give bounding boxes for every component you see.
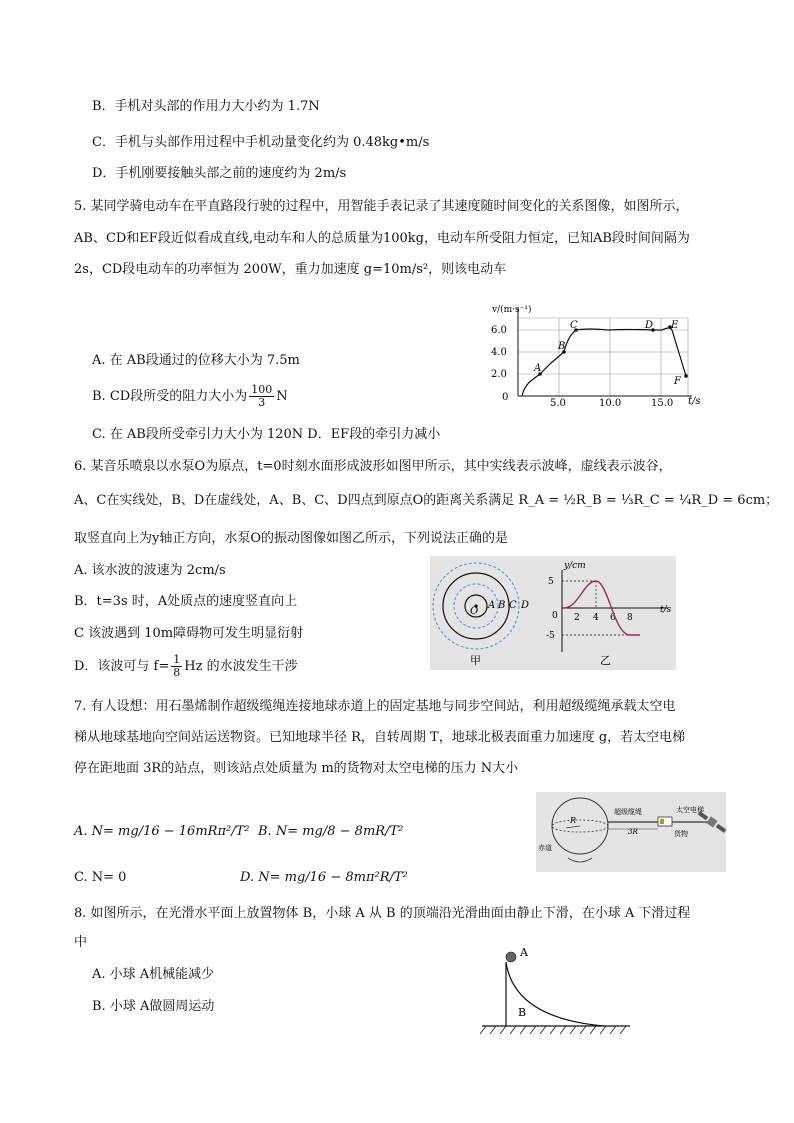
q6-option-b: B．t=3s 时，A处质点的速度竖直向上 (74, 594, 298, 609)
q6-fig-ytick: 0 (552, 611, 558, 621)
q5-option-a: A. 在 AB段通过的位移大小为 7.5m (92, 353, 300, 368)
q5-chart-ytick: 4.0 (491, 347, 507, 358)
q5-chart-point-a: A (534, 363, 542, 374)
q6-option-d-text-end: Hz 的水波发生干涉 (184, 659, 298, 674)
q5-stem-line3: 2s，CD段电动车的功率恒为 200W，重力加速度 g=10m/s²，则该电动车 (74, 262, 507, 277)
q4-option-c: C．手机与头部作用过程中手机动量变化约为 0.48kg•m/s (92, 135, 430, 150)
q6-fig-ytick: 5 (548, 577, 554, 587)
q5-option-b-unit: N (276, 389, 288, 404)
q5-chart-point-b: B (558, 341, 566, 352)
fraction-numerator: 1 (173, 653, 181, 666)
q8-fig-label-b: B (518, 1006, 527, 1019)
q5-chart-point-c: C (570, 320, 578, 331)
fraction-denominator: 3 (258, 396, 266, 409)
q6-fig-label-b: B (498, 600, 506, 611)
q5-chart-point-e: E (671, 320, 679, 331)
q8-incline-figure (480, 944, 640, 1036)
q6-fig-label-d: D (521, 600, 530, 611)
q6-option-d (74, 652, 298, 682)
q8-ball (506, 952, 516, 962)
q6-fig-caption-right: 乙 (600, 654, 611, 667)
q6-option-a: A. 该水波的波速为 2cm/s (74, 563, 226, 578)
fraction-denominator: 8 (173, 666, 181, 679)
q5-stem-line2: AB、CD和EF段近似看成直线,电动车和人的总质量为100kg，电动车所受阻力恒定，已知AB段时间间隔为 (74, 231, 690, 246)
q6-fig-ytick: -5 (546, 631, 555, 641)
q5-chart-point-d: D (645, 320, 654, 331)
q5-chart-xlabel: t/s (688, 396, 701, 407)
q6-fig-xlabel: t/s (660, 605, 672, 615)
q6-option-d-fraction (171, 654, 182, 679)
q7-option-d: D. N= mg/16 − 8mπ²R/T² (240, 870, 408, 885)
q6-fig-xtick: 6 (610, 613, 616, 623)
q6-option-d-text: D．该波可与 f= (74, 659, 170, 674)
q8-fig-label-a: A (520, 946, 528, 959)
q5-chart-xtick: 5.0 (550, 398, 566, 409)
fraction-numerator: 100 (251, 383, 273, 396)
q7-fig-label-cable: 超级缆绳 (614, 808, 642, 816)
q6-stem-line1: 6. 某音乐喷泉以水泵O为原点，t=0时刻水面形成波形如图甲所示，其中实线表示波峰，虚线表示波谷， (74, 459, 672, 474)
q6-fig-caption-left: 甲 (470, 654, 481, 667)
q6-fig-xtick: 8 (627, 613, 633, 623)
q5-chart-point-f: F (674, 376, 681, 387)
q7-fig-label-cargo: 货物 (674, 830, 688, 838)
q7-fig-label-elevator: 太空电梯 (676, 806, 704, 814)
q8-stem-line2: 中 (74, 935, 88, 950)
q5-chart-ytick: 2.0 (491, 369, 507, 380)
q7-space-elevator-figure (536, 792, 726, 872)
q7-stem-line2: 梯从地球基地向空间站运送物资。已知地球半径 R，自转周期 T，地球北极表面重力加速度 g，若太空电梯 (74, 730, 686, 745)
q6-fig-ylabel: y/cm (564, 561, 586, 571)
q5-option-b (92, 382, 288, 412)
q6-stem-line3: 取竖直向上为y轴正方向，水泵O的振动图像如图乙所示，下列说法正确的是 (74, 531, 509, 546)
q8-option-a: A. 小球 A机械能减少 (92, 967, 215, 982)
q5-chart-xtick: 10.0 (599, 398, 622, 409)
q6-fig-label-c: C (509, 600, 517, 611)
q5-chart-origin: 0 (502, 392, 509, 403)
q7-stem-line1: 7. 有人设想：用石墨烯制作超级缆绳连接地球赤道上的固定基地与同步空间站，利用超级缆绳承载太空电 (74, 699, 676, 714)
q4-option-d: D．手机刚要接触头部之前的速度约为 2m/s (92, 166, 347, 181)
q7-fig-label-r: R (570, 816, 577, 825)
q6-fig-label-a: A (488, 600, 496, 611)
q5-option-b-fraction (249, 384, 274, 409)
q7-option-b: B. N= mg/8 − 8mR/T² (258, 824, 404, 839)
q6-wave-figure (430, 556, 676, 670)
q5-chart-ytick: 6.0 (491, 325, 507, 336)
q5-velocity-chart (488, 300, 708, 412)
q5-option-b-text: B. CD段所受的阻力大小为 (92, 389, 248, 404)
q7-option-a: A. N= mg/16 − 16mRπ²/T² (74, 824, 250, 839)
q4-option-b: B．手机对头部的作用力大小约为 1.7N (92, 99, 320, 114)
q5-option-c-d: C. 在 AB段所受牵引力大小为 120N D．EF段的牵引力减小 (92, 427, 441, 442)
q5-chart-curve (522, 328, 686, 396)
q7-fig-label-3r: 3R (628, 828, 638, 836)
q5-stem-line1: 5. 某同学骑电动车在平直路段行驶的过程中，用智能手表记录了其速度随时间变化的关系图像，如图所示， (74, 199, 689, 214)
q7-stem-line3: 停在距地面 3R的站点，则该站点处质量为 m的货物对太空电梯的压力 N大小 (74, 761, 519, 776)
q6-stem-line2: A、C在实线处，B、D在虚线处，A、B、C、D四点到原点O的距离关系满足 R_A = ½R_B = ⅓R_C = ¼R_D = 6cm； (74, 493, 779, 508)
q6-fig-xtick: 2 (574, 613, 580, 623)
q6-fig-xtick: 4 (593, 613, 599, 623)
q8-option-b: B. 小球 A做圆周运动 (92, 999, 215, 1014)
q8-stem-line1: 8. 如图所示，在光滑水平面上放置物体 B，小球 A 从 B 的顶端沿光滑曲面由静止下滑，在小球 A 下滑过程 (74, 906, 691, 921)
q5-chart-xtick: 15.0 (651, 398, 674, 409)
q7-fig-label-equator: 赤道 (538, 844, 552, 852)
q6-fig-label-o: O (470, 606, 479, 617)
q7-option-c: C. N= 0 (74, 870, 127, 885)
q6-option-c: C 该波遇到 10m障碍物可发生明显衍射 (74, 626, 304, 641)
q5-chart-ylabel: v/(m·s⁻¹) (492, 305, 532, 315)
